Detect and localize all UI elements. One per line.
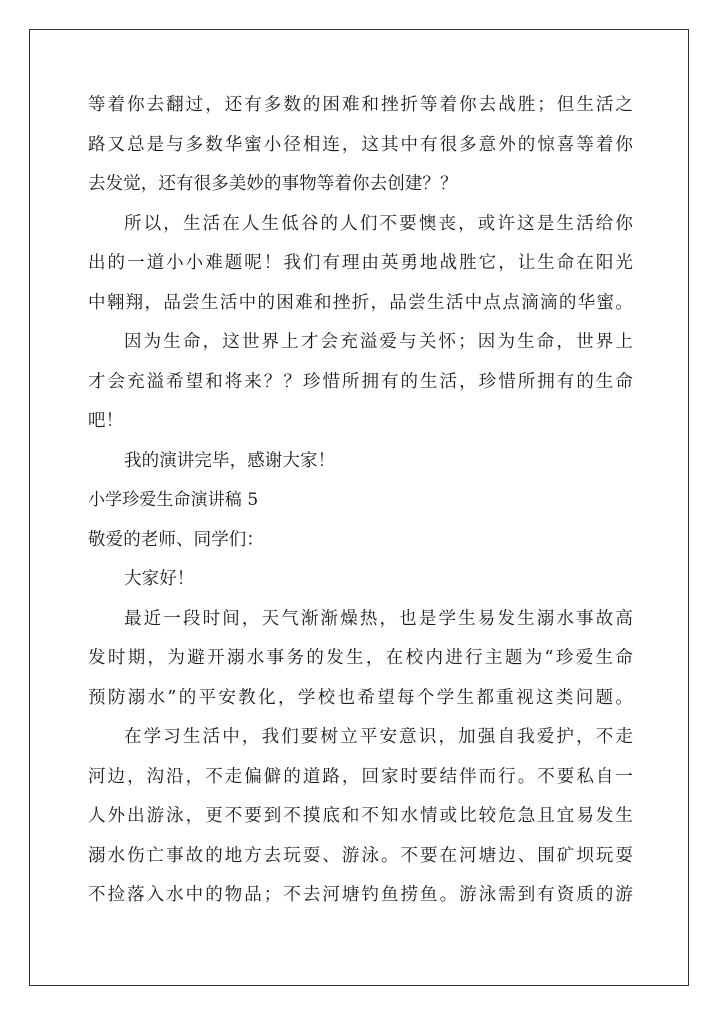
paragraph-line: 溺水伤亡事故的地方去玩耍、游泳。不要在河塘边、围矿坝玩耍 bbox=[88, 845, 633, 866]
paragraph-line: 才会充溢希望和将来？？珍惜所拥有的生活，珍惜所拥有的生命 bbox=[88, 371, 633, 392]
paragraph-line: 不捡落入水中的物品；不去河塘钓鱼捞鱼。游泳需到有资质的游 bbox=[88, 885, 633, 905]
paragraph-line: 因为生命，这世界上才会充溢爱与关怀；因为生命，世界上 bbox=[124, 332, 633, 352]
paragraph-line: 出的一道小小难题呢！我们有理由英勇地战胜它，让生命在阳光 bbox=[88, 253, 633, 273]
paragraph-line: 等着你去翻过，还有多数的困难和挫折等着你去战胜；但生活之 bbox=[88, 95, 633, 115]
salutation: 敬爱的老师、同学们： bbox=[88, 529, 264, 550]
paragraph-line: 路又总是与多数华蜜小径相连，这其中有很多意外的惊喜等着你 bbox=[88, 134, 633, 155]
paragraph-line: 预防溺水”的平安教化，学校也希望每个学生都重视这类问题。 bbox=[88, 687, 633, 708]
paragraph-line: 我的演讲完毕，感谢大家！ bbox=[124, 450, 336, 471]
paragraph-line: 吧！ bbox=[88, 411, 124, 431]
paragraph-line: 最近一段时间，天气渐渐燥热，也是学生易发生溺水事故高 bbox=[124, 608, 633, 629]
section-heading: 小学珍爱生命演讲稿 5 bbox=[88, 490, 259, 510]
paragraph-line: 河边，沟沿，不走偏僻的道路，回家时要结伴而行。不要私自一 bbox=[88, 766, 633, 787]
paragraph-line: 去发觉，还有很多美妙的事物等着你去创建？？ bbox=[88, 174, 458, 194]
paragraph-line: 所以，生活在人生低谷的人们不要懊丧，或许这是生活给你 bbox=[124, 213, 633, 234]
paragraph-line: 发时期，为避开溺水事务的发生，在校内进行主题为“珍爱生命 bbox=[88, 648, 633, 668]
greeting: 大家好！ bbox=[124, 569, 195, 589]
paragraph-line: 人外出游泳，更不要到不摸底和不知水情或比较危急且宜易发生 bbox=[88, 806, 633, 826]
document-body bbox=[88, 86, 633, 916]
paragraph-line: 中翱翔，品尝生活中的困难和挫折，品尝生活中点点滴滴的华蜜。 bbox=[88, 292, 633, 313]
paragraph-line: 在学习生活中，我们要树立平安意识，加强自我爱护，不走 bbox=[124, 727, 633, 747]
